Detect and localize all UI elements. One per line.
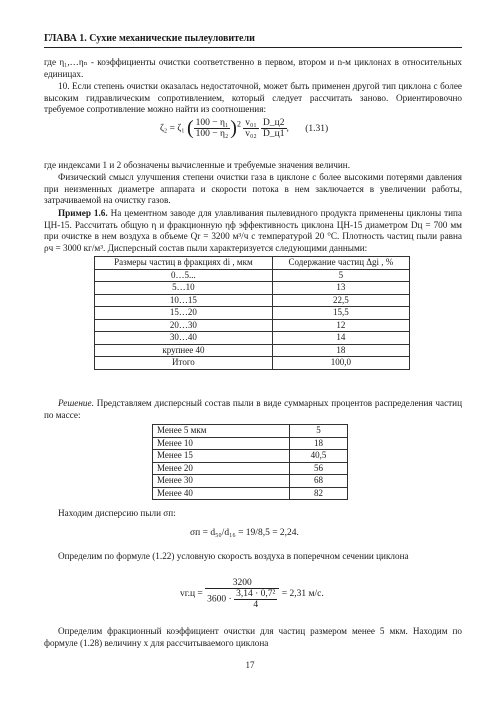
table-cell-label: 5…10: [95, 282, 273, 295]
formula-lhs: ζ₂ = ζ₁: [160, 123, 185, 134]
table-row: [153, 437, 348, 450]
formula-diameter-fraction: $\frac{D\_ц2}{D\_ц1}$: [263, 118, 285, 139]
page-number: 17: [245, 660, 255, 670]
formula-velocity-fraction: $\frac{\text{v₀₁}}{\text{v₀₂}}$: [245, 118, 257, 139]
table-row: [153, 487, 348, 500]
example-label: Пример 1.6.: [58, 208, 108, 218]
table-cell-label: 20…30: [95, 319, 273, 332]
table-cell-value: 56: [289, 462, 347, 475]
table-cell-label: Итого: [95, 357, 273, 370]
solution-label: Решение.: [58, 398, 94, 408]
table-cell-label: Менее 15: [153, 450, 290, 463]
paragraph-fractional-coefficient: Определим фракционный коэффициент очистки для частиц размером менее 5 мкм. Находим по формуле (1.28) величину x для рассчитываемого циклона: [44, 626, 462, 648]
table-cell-label: Менее 5 мкм: [153, 425, 290, 438]
table-cell-label: 10…15: [95, 294, 273, 307]
table-cell-value: 15,5: [272, 307, 409, 320]
table-row: [153, 425, 348, 438]
table-cell-label: 15…20: [95, 307, 273, 320]
table-cell-label: 0…5...: [95, 269, 273, 282]
fraction-composition-table: [94, 256, 410, 370]
table-cell-value: 68: [289, 475, 347, 488]
table-cell-label: Менее 40: [153, 487, 290, 500]
formula-velocity: vг.ц = 3200 3600 · $\frac{\text{3,14 · 0,7²}}{4}$ = 2,31 м/с.: [180, 578, 324, 610]
table-row: [153, 475, 348, 488]
table-cell-label: Менее 20: [153, 462, 290, 475]
formula-velocity-main-fraction: 3200 3600 · $\frac{\text{3,14 · 0,7²}}{4}$: [205, 578, 279, 610]
table-row: [95, 344, 410, 357]
paragraph-physical-meaning: Физический смысл улучшения степени очистки газа в циклоне с более высокими потерями давления при неизменных диаметре аппарата и скорости потока в нем заключается в увеличении работы, затрачиваемой на очистку газов.: [44, 172, 462, 205]
table-row: [95, 319, 410, 332]
table-cell-value: 18: [272, 344, 409, 357]
paragraph-solution: Решение. Представляем дисперсный состав пыли в виде суммарных процентов распределения частиц по массе:: [44, 398, 463, 420]
table-row: [95, 282, 410, 295]
table-row: [153, 462, 348, 475]
table-cell-value: 40,5: [289, 450, 347, 463]
table-cell-value: 5: [289, 425, 347, 438]
table-header-content: Содержание частиц Δgi , %: [272, 257, 409, 270]
table-cell-value: 14: [272, 332, 409, 345]
chapter-header: ГЛАВА 1. Сухие механические пылеуловители: [44, 33, 462, 48]
table-cell-label: Менее 30: [153, 475, 290, 488]
table-row: [95, 294, 410, 307]
table-cell-value: 13: [272, 282, 409, 295]
example-text: На цементном заводе для улавливания пылевидного продукта применены циклоны типа ЦН-15. Рассчитать общую η и фракционную ηф эффективность циклона ЦН-15 диаметром Dц = 700 мм при очистке в нем воздуха в объеме Qr = 3200 м³/ч с температурой 20 °С. Плотность частиц пыли равна ρч = 3000 кг/м³. Дисперсный состав пыли характеризуется следующими данными:: [44, 208, 463, 253]
cumulative-distribution-table: [152, 424, 348, 500]
table-row: [95, 332, 410, 345]
paragraph-coefficients: где η₁,…ηₙ - коэффициенты очистки соответственно в первом, втором и n-м циклонах в относительных единицах.: [44, 57, 462, 79]
table-cell-value: 18: [289, 437, 347, 450]
paragraph-velocity: Определим по формуле (1.22) условную скорость воздуха в поперечном сечении циклона: [58, 551, 409, 561]
formula-dispersion: σп = d₅₀/d₁₆ = 19/8,5 = 2,24.: [190, 528, 299, 538]
table-cell-label: 30…40: [95, 332, 273, 345]
table-cell-label: Менее 10: [153, 437, 290, 450]
paragraph-example: [44, 208, 462, 254]
table-row: [95, 357, 410, 370]
table-header-row: [95, 257, 410, 270]
table-row: [95, 307, 410, 320]
formula-1-31: ζ₂ = ζ₁ ( $\frac{\text{100 − η₁}}{\text{100 − η₂}}$ )$^2$ $\frac{\text{v₀₁}}{\text{v₀₂}}$ $\frac{D\_ц2}{D\_ц1}$ , (1.31): [160, 117, 329, 139]
formula-number: (1.31): [305, 123, 329, 134]
paragraph-dispersion: Находим дисперсию пыли σп:: [58, 508, 176, 518]
table-row: [153, 450, 348, 463]
table-cell-label: крупнее 40: [95, 344, 273, 357]
table-cell-value: 12: [272, 319, 409, 332]
paragraph-step-10: 10. Если степень очистки оказалась недостаточной, может быть применен другой тип циклона с более высоким гидравлическим сопротивлением, который следует рассчитать заново. Ориентировочно требуемое сопротивление можно найти из соотношения:: [44, 81, 462, 114]
table-cell-value: 22,5: [272, 294, 409, 307]
table-header-size: Размеры частиц в фракциях di , мкм: [95, 257, 273, 270]
table-row: [95, 269, 410, 282]
paragraph-indices: где индексами 1 и 2 обозначены вычисленные и требуемые значения величин.: [44, 160, 351, 170]
table-cell-value: 5: [272, 269, 409, 282]
formula-eta-fraction: $\frac{\text{100 − η₁}}{\text{100 − η₂}}$: [195, 118, 229, 139]
table-cell-value: 82: [289, 487, 347, 500]
table-cell-value: 100,0: [272, 357, 409, 370]
